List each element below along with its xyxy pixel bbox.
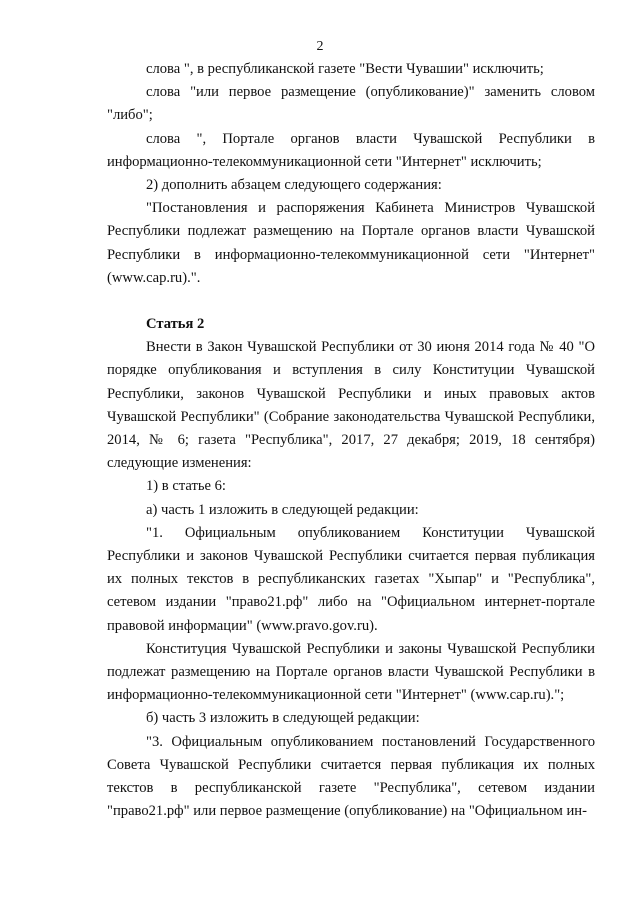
paragraph: б) часть 3 изложить в следующей редакции: <box>146 710 420 727</box>
paragraph: слова ", в республиканской газете "Вести Чувашии" исключить; <box>146 61 544 77</box>
paragraph: слова "или первое размещение (опубликование)" заменить словом "либо"; <box>107 84 595 124</box>
paragraph: "Постановления и распоряжения Кабинета Министров Чувашской Республики подлежат размещению на Портале органов власти Чувашской Республики в информационно-телекоммуникационной сети "Интернет" (www.cap.ru).". <box>107 200 595 286</box>
paragraph: 2) дополнить абзацем следующего содержания: <box>146 177 442 194</box>
paragraph: 1) в статье 6: <box>146 478 226 495</box>
paragraph: Внести в Закон Чувашской Республики от 30 июня 2014 года № 40 "О порядке опубликования и вступления в силу Конституции Чувашской Республики, законов Чувашской Республики и иных правовых актов Чувашской Республики" (Собрание законодательства Чувашской Республики, 2014, № 6; газета "Республика", 2017, 27 декабря; 2019, 18 сентября) следующие изменения: <box>107 339 595 472</box>
paragraph: "3. Официальным опубликованием постановлений Государственного Совета Чувашской Республики считается первая публикация их полных текстов в республиканской газете "Республика", сетевом издании "право21.рф" или первое размещение (опубликование) на "Официальном ин- <box>107 733 595 820</box>
paragraph: Конституция Чувашской Республики и законы Чувашской Республики подлежат размещению на Портале органов власти Чувашской Республики в информационно-телекоммуникационной сети "Интернет" (www.cap.ru)."; <box>107 640 595 704</box>
article-heading: Статья 2 <box>146 316 205 333</box>
spacer <box>107 290 595 313</box>
page-number: 2 <box>316 39 324 54</box>
paragraph: слова ", Порталe органов власти Чувашской Республики в информационно-телекоммуникационной сети "Интернет" исключить; <box>107 130 595 170</box>
paragraph: а) часть 1 изложить в следующей редакции: <box>146 501 419 518</box>
paragraph: "1. Официальным опубликованием Конституции Чувашской Республики и законов Чувашской Республики считается первая публикация их полных текстов в республиканских газетах "Хыпар" и "Республика", сетевом издании "право21.рф" либо на "Официальном интернет-портале правовой информации" (www.pravo.gov.ru). <box>107 524 595 634</box>
document-body <box>107 58 595 824</box>
